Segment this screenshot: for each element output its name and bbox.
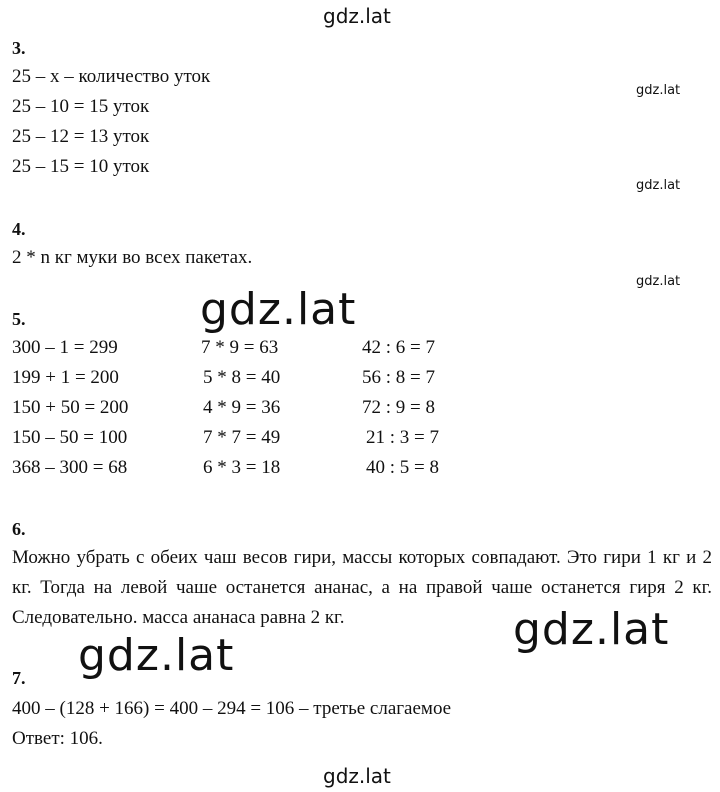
task5-col1-item: 300 – 1 = 299: [12, 337, 118, 358]
task5-col2-item: 7 * 7 = 49: [203, 427, 281, 448]
watermark-side: gdz.lat: [636, 178, 681, 193]
task4-line: 2 * n кг муки во всех пакетах.: [12, 247, 253, 268]
watermark-top: gdz.lat: [323, 4, 391, 28]
task5-col1-item: 150 + 50 = 200: [12, 397, 129, 418]
task5-col2-item: 7 * 9 = 63: [201, 337, 279, 358]
task-number: 7.: [12, 668, 26, 688]
task3-line: 25 – x – количество уток: [12, 66, 211, 87]
task5-col3-item: 40 : 5 = 8: [366, 457, 439, 478]
task5-col2-item: 5 * 8 = 40: [203, 367, 281, 388]
watermark-side: gdz.lat: [636, 83, 681, 98]
task-number: 3.: [12, 38, 26, 58]
task7-line: 400 – (128 + 166) = 400 – 294 = 106 – третье слагаемое: [12, 698, 452, 719]
task5-col2-item: 4 * 9 = 36: [203, 397, 281, 418]
task5-col3-item: 56 : 8 = 7: [362, 367, 435, 388]
task-number: 5.: [12, 309, 26, 329]
task6-paragraph: Можно убрать с обеих чаш весов гири, массы которых совпадают. Это гири 1 кг и 2 кг. Тогда на левой чаше останется ананас, а на правой чаше останется гиря 2 кг. Следовательно. масса ананаса равна 2 кг.: [12, 547, 712, 628]
task5-col1-item: 368 – 300 = 68: [12, 457, 128, 478]
task5-col2-item: 6 * 3 = 18: [203, 457, 281, 478]
task3-line: 25 – 12 = 13 уток: [12, 126, 150, 147]
task-number: 6.: [12, 519, 26, 539]
task5-col1-item: 150 – 50 = 100: [12, 427, 128, 448]
watermark-bottom: gdz.lat: [323, 764, 391, 788]
task5-col3-item: 21 : 3 = 7: [366, 427, 439, 448]
watermark-large: gdz.lat: [513, 604, 670, 655]
task5-col3-item: 72 : 9 = 8: [362, 397, 435, 418]
task5-col1-item: 199 + 1 = 200: [12, 367, 119, 388]
watermark-large: gdz.lat: [78, 630, 235, 681]
watermark-large: gdz.lat: [200, 284, 357, 335]
task5-col3-item: 42 : 6 = 7: [362, 337, 435, 358]
task7-answer: Ответ: 106.: [12, 728, 103, 749]
task3-line: 25 – 10 = 15 уток: [12, 96, 150, 117]
task3-line: 25 – 15 = 10 уток: [12, 156, 150, 177]
task-number: 4.: [12, 219, 26, 239]
watermark-side: gdz.lat: [636, 274, 681, 289]
